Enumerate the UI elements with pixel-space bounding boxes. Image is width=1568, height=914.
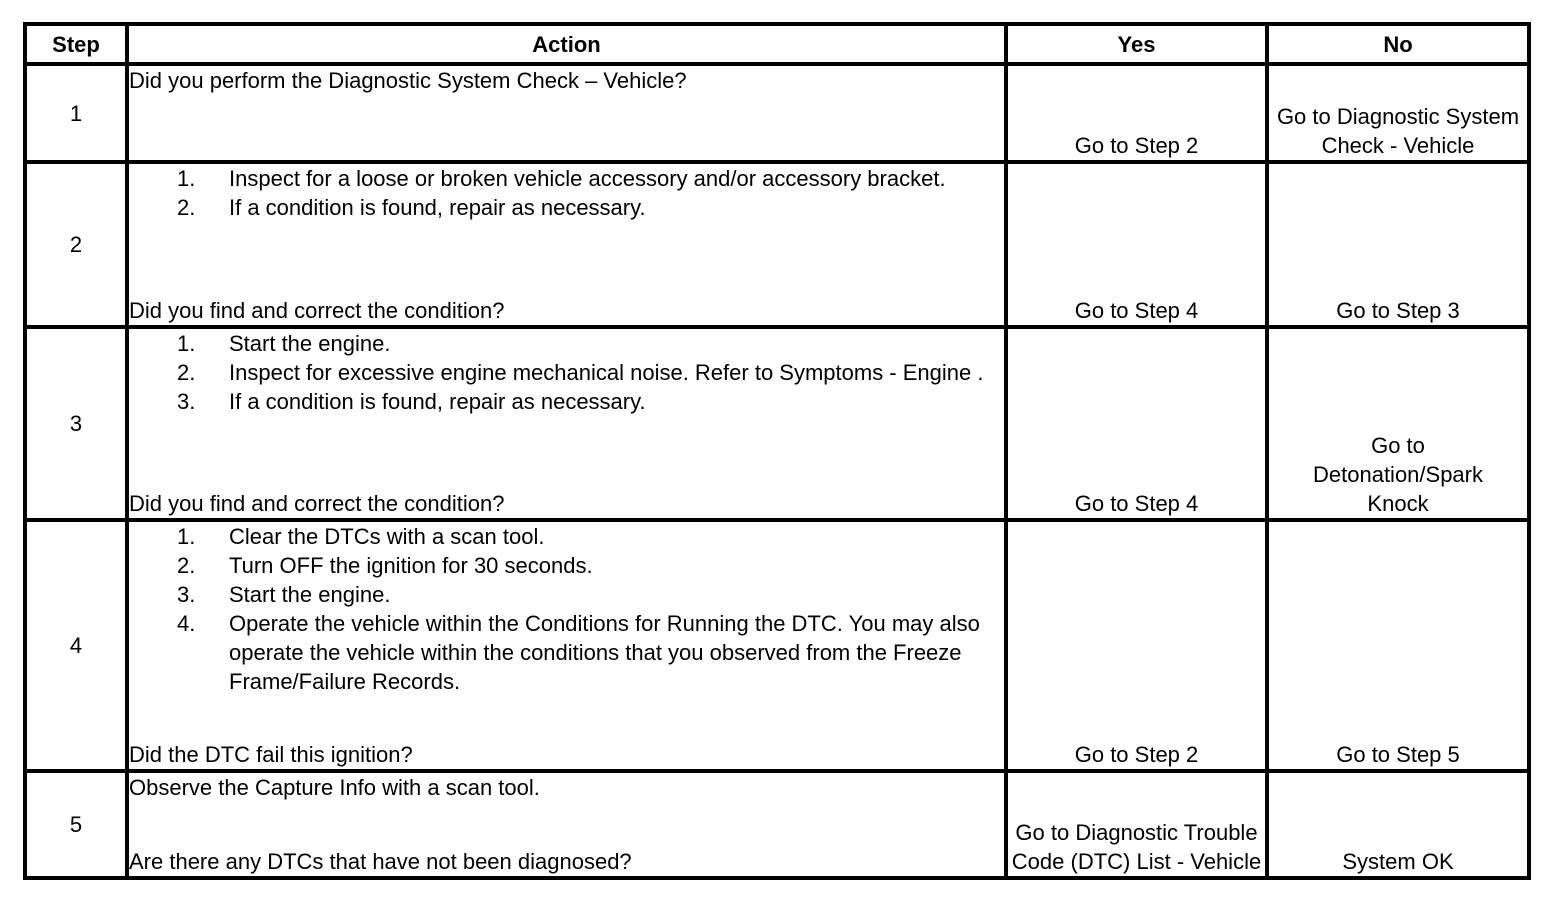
action-cell [127, 327, 1006, 520]
list-item: 2. Turn OFF the ignition for 30 seconds. [177, 553, 593, 578]
no-cell: System OK [1267, 771, 1529, 878]
yes-cell: Go to Diagnostic Trouble Code (DTC) List - Vehicle [1006, 771, 1267, 878]
header-yes: Yes [1006, 24, 1267, 64]
list-item: 1. Start the engine. [177, 331, 391, 356]
action-text: Observe the Capture Info with a scan tool. [129, 775, 540, 800]
table-row [25, 64, 1529, 162]
table-row [25, 520, 1529, 771]
step-number: 3 [25, 327, 127, 520]
yes-cell: Go to Step 2 [1006, 520, 1267, 771]
list-item: 3. If a condition is found, repair as necessary. [177, 389, 646, 414]
action-list [129, 329, 1004, 416]
list-item: 4. Operate the vehicle within the Conditions for Running the DTC. You may also operate the vehicle within the conditions that you observed from the Freeze Frame/Failure Records. [177, 611, 980, 694]
list-item: 1. Inspect for a loose or broken vehicle accessory and/or accessory bracket. [177, 166, 946, 191]
action-cell [127, 520, 1006, 771]
header-action: Action [127, 24, 1006, 64]
no-cell: Go to Step 3 [1267, 162, 1529, 327]
table-row [25, 771, 1529, 878]
no-cell: Go to Diagnostic System Check - Vehicle [1267, 64, 1529, 162]
action-question: Did the DTC fail this ignition? [129, 742, 413, 767]
step-number: 4 [25, 520, 127, 771]
action-cell [127, 162, 1006, 327]
action-question: Are there any DTCs that have not been diagnosed? [129, 849, 632, 874]
table-row [25, 327, 1529, 520]
header-row [25, 24, 1529, 64]
yes-cell: Go to Step 4 [1006, 327, 1267, 520]
list-item: 1. Clear the DTCs with a scan tool. [177, 524, 545, 549]
yes-cell: Go to Step 2 [1006, 64, 1267, 162]
header-step: Step [25, 24, 127, 64]
list-item: 2. Inspect for excessive engine mechanical noise. Refer to Symptoms - Engine . [177, 360, 984, 385]
action-question: Did you find and correct the condition? [129, 491, 505, 516]
action-list [129, 164, 1004, 222]
list-item: 3. Start the engine. [177, 582, 391, 607]
step-number: 5 [25, 771, 127, 878]
list-item: 2. If a condition is found, repair as necessary. [177, 195, 646, 220]
no-cell: Go to Step 5 [1267, 520, 1529, 771]
step-number: 1 [25, 64, 127, 162]
yes-cell: Go to Step 4 [1006, 162, 1267, 327]
table-row [25, 162, 1529, 327]
no-cell: Go to Detonation/Spark Knock [1267, 327, 1529, 520]
diagnostic-table [23, 22, 1531, 880]
header-no: No [1267, 24, 1529, 64]
action-list [129, 522, 1004, 696]
action-text: Did you perform the Diagnostic System Check – Vehicle? [129, 68, 687, 93]
action-question: Did you find and correct the condition? [129, 298, 505, 323]
step-number: 2 [25, 162, 127, 327]
action-cell [127, 771, 1006, 878]
action-cell [127, 64, 1006, 162]
